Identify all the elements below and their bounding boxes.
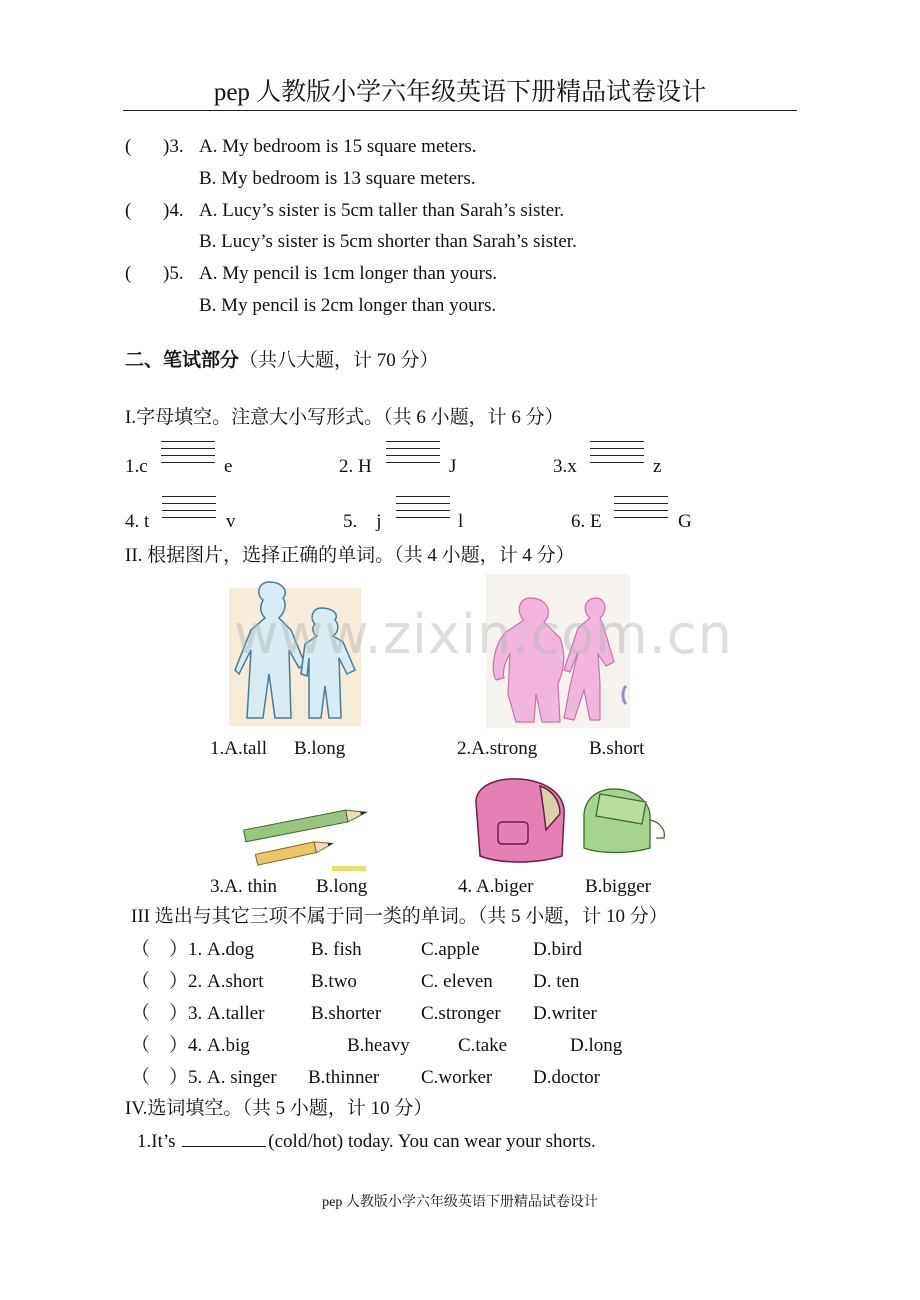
option-a: A. My pencil is 1cm longer than yours.: [199, 263, 498, 284]
bracket: (: [125, 200, 132, 221]
option-c: C.worker: [421, 1067, 493, 1088]
letter-item-pre: 2. H: [339, 456, 372, 477]
picture-option-b: B.long: [294, 738, 346, 759]
letter-item-post: v: [226, 511, 236, 532]
sentence-start: 1.It’s: [137, 1131, 176, 1152]
question-row: （ ）2. A.short: [131, 971, 264, 992]
four-line-grid: [590, 441, 644, 465]
section-2-heading: II. 根据图片，选择正确的单词。（共 4 小题，计 4 分）: [125, 545, 575, 566]
letter-item-post: G: [678, 511, 692, 532]
small-bag-strap: [650, 820, 664, 838]
option-b: B. My pencil is 2cm longer than yours.: [199, 295, 497, 316]
letter-item-pre: 4. t: [125, 511, 150, 532]
bracket: (: [125, 136, 132, 157]
pencil-edge: [332, 866, 366, 871]
letter-item-pre: 5. j: [343, 511, 382, 532]
four-line-grid: [161, 441, 215, 465]
option-c: C.stronger: [421, 1003, 501, 1024]
option-b: B.shorter: [311, 1003, 382, 1024]
four-line-grid: [396, 496, 450, 520]
letter-item-post: z: [653, 456, 662, 477]
section-1-heading: I.字母填空。注意大小写形式。（共 6 小题，计 6 分）: [125, 407, 564, 428]
question-number: )4.: [163, 200, 184, 221]
option-b: B. fish: [311, 939, 362, 960]
written-note: （共八大题，计 70 分）: [239, 350, 439, 371]
title-divider: [123, 110, 797, 111]
picture-option-a: 2.A.strong: [457, 738, 538, 759]
letter-item-pre: 6. E: [571, 511, 602, 532]
option-d: D.doctor: [533, 1067, 601, 1088]
section-3-heading: III 选出与其它三项不属于同一类的单词。（共 5 小题，计 10 分）: [131, 906, 668, 927]
pencils-picture: [236, 790, 380, 872]
question-row: （ ）4. A.big: [131, 1035, 250, 1056]
question-row: （ ）5. A. singer: [131, 1067, 277, 1088]
option-b: B.two: [311, 971, 357, 992]
fill-blank-sentence: [137, 1128, 596, 1155]
option-a: A. Lucy’s sister is 5cm taller than Sarah’s sister.: [199, 200, 565, 221]
long-pencil-tip: [346, 806, 368, 822]
bracket: (: [125, 263, 132, 284]
option-c: C. eleven: [421, 971, 493, 992]
section-heading: [125, 348, 439, 374]
section-4-heading: IV.选词填空。（共 5 小题，计 10 分）: [125, 1098, 433, 1119]
letter-item-pre: 1.c: [125, 456, 148, 477]
sentence-end: (cold/hot) today. You can wear your shorts.: [268, 1131, 596, 1152]
letter-item-pre: 3.x: [553, 456, 577, 477]
page-title: pep 人教版小学六年级英语下册精品试卷设计: [213, 79, 707, 106]
option-d: D.bird: [533, 939, 583, 960]
option-b: B. My bedroom is 13 square meters.: [199, 168, 476, 189]
option-a: A. My bedroom is 15 square meters.: [199, 136, 477, 157]
picture-option-a: 1.A.tall: [210, 738, 267, 759]
picture-option-a: 3.A. thin: [210, 876, 278, 897]
long-pencil-body: [244, 810, 348, 842]
short-pencil-tip: [314, 838, 334, 853]
question-row: （ ）1. A.dog: [131, 939, 254, 960]
four-line-grid: [162, 496, 216, 520]
watermark: www.zixin.com.cn: [234, 603, 733, 666]
option-d: D.writer: [533, 1003, 597, 1024]
letter-item-post: e: [224, 456, 233, 477]
option-c: C.take: [458, 1035, 508, 1056]
bags-picture: [466, 772, 668, 872]
page-footer: pep 人教版小学六年级英语下册精品试卷设计: [322, 1195, 598, 1210]
four-line-grid: [386, 441, 440, 465]
question-number: )3.: [163, 136, 184, 157]
written-heading: 二、笔试部分: [125, 350, 240, 371]
picture-option-b: B.short: [589, 738, 645, 759]
option-b: B.heavy: [347, 1035, 410, 1056]
picture-option-b: B.bigger: [585, 876, 651, 897]
big-bag-pocket: [498, 822, 528, 844]
question-number: )5.: [163, 263, 184, 284]
option-c: C.apple: [421, 939, 480, 960]
letter-item-post: J: [449, 456, 457, 477]
short-pencil-body: [255, 842, 316, 865]
answer-blank[interactable]: [182, 1128, 266, 1147]
picture-option-a: 4. A.biger: [458, 876, 534, 897]
four-line-grid: [614, 496, 668, 520]
question-row: （ ）3. A.taller: [131, 1003, 265, 1024]
option-b: B. Lucy’s sister is 5cm shorter than Sarah’s sister.: [199, 231, 577, 252]
option-d: D. ten: [533, 971, 580, 992]
option-d: D.long: [570, 1035, 623, 1056]
letter-item-post: l: [458, 511, 464, 532]
picture-option-b: B.long: [316, 876, 368, 897]
option-b: B.thinner: [308, 1067, 380, 1088]
